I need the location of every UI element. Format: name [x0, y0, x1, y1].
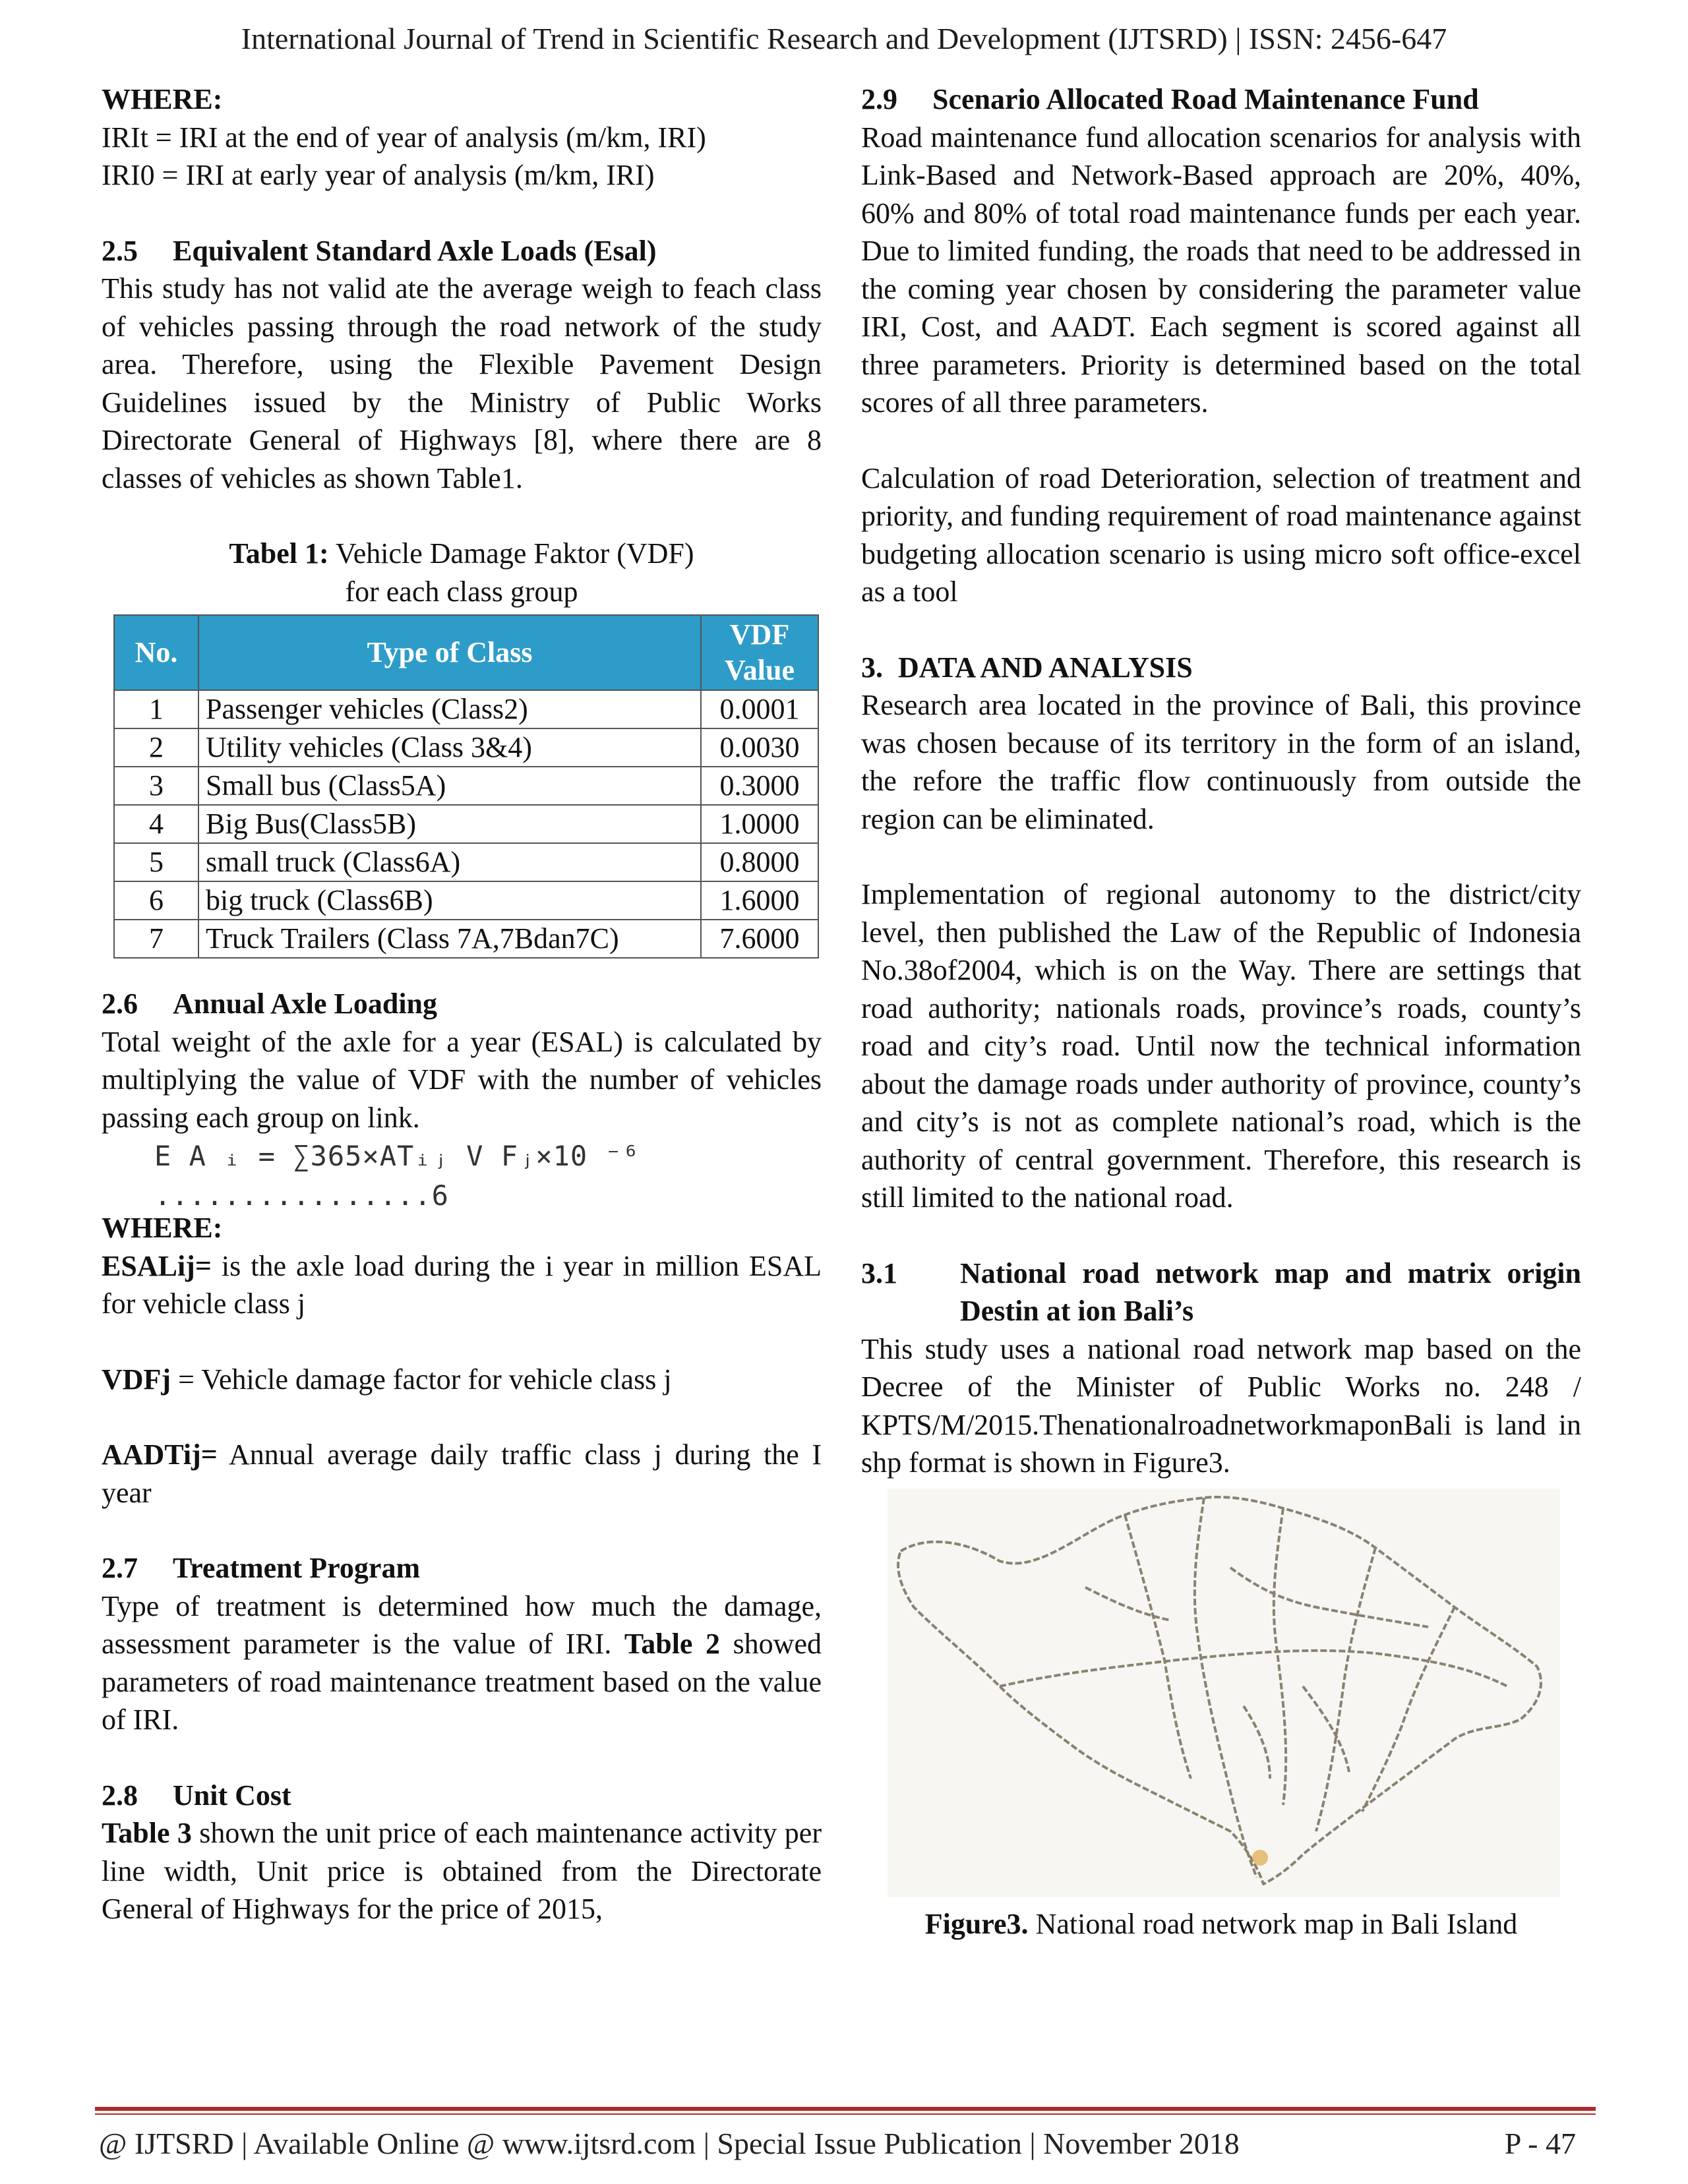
- road-line: [1362, 1607, 1455, 1812]
- section-2-5-heading: 2.5 Equivalent Standard Axle Loads (Esal): [102, 234, 657, 267]
- cell-vdf: 1.0000: [701, 805, 818, 843]
- road-line: [1244, 1706, 1270, 1779]
- section-3-heading: 3. DATA AND ANALYSIS: [861, 651, 1193, 684]
- cell-type: Big Bus(Class5B): [198, 805, 701, 843]
- cell-no: 5: [114, 843, 198, 881]
- section-2-8-heading: 2.8 Unit Cost: [102, 1779, 291, 1812]
- col-header-no: No.: [114, 615, 198, 690]
- section-2-6-text: Total weight of the axle for a year (ESAL) is calculated by multiplying the value of VDF with the number of vehicles passing each group on link.: [102, 1025, 822, 1134]
- section-2-7-heading: 2.7 Treatment Program: [102, 1552, 421, 1584]
- cell-vdf: 0.8000: [701, 843, 818, 881]
- calculation-text: Calculation of road Deterioration, selection of treatment and priority, and funding requirement of road maintenance against budgeting allocation scenario is using micro soft office-excel as a tool: [861, 461, 1581, 608]
- table-row: [114, 728, 818, 767]
- cell-type: big truck (Class6B): [198, 881, 701, 920]
- section-2-9-text: Road maintenance fund allocation scenarios for analysis with Link-Based and Network-Based approach are 20%, 40%, 60% and 80% of total road maintenance funds per each year. Due to limited funding, the roads that need to be addressed in the coming year chosen by considering the parameter value IRI, Cost, and AADT. Each segment is scored against all three parameters. Priority is determined based on the total scores of all three parameters.: [861, 121, 1581, 419]
- road-line: [1085, 1587, 1171, 1620]
- vdf-definition: VDFj = Vehicle damage factor for vehicle class j: [102, 1363, 672, 1396]
- road-line: [1230, 1568, 1428, 1627]
- where-label-2: WHERE:: [102, 1212, 223, 1244]
- section-2-8-text: Table 3 shown the unit price of each maintenance activity per line width, Unit price is obtained from the Directorate General of Highways for the price of 2015,: [102, 1817, 822, 1925]
- col-header-type: Type of Class: [198, 615, 701, 690]
- where-label: WHERE:: [102, 83, 223, 115]
- irit-definition: IRIt = IRI at the end of year of analysis (m/km, IRI): [102, 121, 706, 154]
- road-line: [1195, 1498, 1257, 1877]
- cell-vdf: 1.6000: [701, 881, 818, 920]
- section-2-7-text: Type of treatment is determined how much the damage, assessment parameter is the value of IRI. Table 2 showed parameters of road maintenance treatment based on the value of IRI.: [102, 1589, 822, 1736]
- road-network-map: [888, 1489, 1560, 1897]
- table-1-caption-line2: for each class group: [345, 575, 578, 608]
- table-row: [114, 767, 818, 805]
- cell-no: 4: [114, 805, 198, 843]
- section-3-1-text: This study uses a national road network map based on the Decree of the Minister of Public Works no. 248 / KPTS/M/2015.ThenationalroadnetworkmaponBali is land in shp format is shown in Figure3.: [861, 1332, 1581, 1479]
- road-line: [1274, 1508, 1286, 1805]
- table-row: [114, 843, 818, 881]
- section-3-1-heading: 3.1 National road network map and matrix origin Destin at ion Bali’s: [861, 1256, 1581, 1327]
- cell-no: 3: [114, 767, 198, 805]
- journal-header: International Journal of Trend in Scientific Research and Development (IJTSRD) | ISSN: 2456-647: [241, 22, 1447, 55]
- right-column: [861, 80, 1581, 1943]
- cell-no: 2: [114, 728, 198, 767]
- section-2-5-text: This study has not valid ate the average weigh to feach class of vehicles passing through the road network of the study area. Therefore, using the Flexible Pavement Design Guidelines issued by the Ministry of Public Works Directorate General of Highways [8], where there are 8 classes of vehicles as shown Table1.: [102, 272, 822, 494]
- road-line: [1000, 1650, 1507, 1686]
- cell-no: 1: [114, 690, 198, 728]
- cell-vdf: 0.3000: [701, 767, 818, 805]
- denpasar-cluster: [1252, 1850, 1268, 1866]
- table-1-caption: Tabel 1: Vehicle Damage Faktor (VDF): [229, 537, 694, 570]
- cell-type: Utility vehicles (Class 3&4): [198, 728, 701, 767]
- iri0-definition: IRI0 = IRI at early year of analysis (m/km, IRI): [102, 159, 655, 191]
- col-header-vdf: VDF Value: [701, 615, 818, 690]
- cell-type: Passenger vehicles (Class2): [198, 690, 701, 728]
- implementation-text: Implementation of regional autonomy to the district/city level, then published the Law of the Republic of Indonesia No.38of2004, which is on the Way. There are settings that road authority; nationals roads, province’s roads, county’s road and city’s road. Until now the technical information about the damage roads under authority of province, county’s and city’s is not as complete national’s road, which is the authority of central government. Therefore, this research is still limited to the national road.: [861, 878, 1581, 1214]
- page-number: P - 47: [1504, 2127, 1576, 2160]
- table-header-row: [114, 615, 818, 690]
- road-line: [1316, 1548, 1375, 1831]
- table-row: [114, 920, 818, 958]
- section-2-9-heading: 2.9 Scenario Allocated Road Maintenance Fund: [861, 83, 1479, 115]
- cell-vdf: 0.0001: [701, 690, 818, 728]
- footer-text: @ IJTSRD | Available Online @ www.ijtsrd.com | Special Issue Publication | November 2018: [99, 2127, 1240, 2160]
- cell-type: small truck (Class6A): [198, 843, 701, 881]
- figure-3-caption: Figure3. National road network map in Bali Island: [924, 1907, 1518, 1940]
- footer-rule-thin: [95, 2113, 1596, 2115]
- road-line: [1303, 1686, 1349, 1772]
- road-line: [1125, 1515, 1191, 1779]
- esal-definition: ESALij= is the axle load during the i year in million ESAL for vehicle class j: [102, 1249, 822, 1320]
- table-row: [114, 690, 818, 728]
- cell-vdf: 0.0030: [701, 728, 818, 767]
- esal-formula: E A ᵢ = ∑365×ATᵢⱼ V Fⱼ×10 ⁻⁶ ................6: [154, 1140, 640, 1212]
- section-2-6-heading: 2.6 Annual Axle Loading: [102, 988, 438, 1020]
- cell-type: Truck Trailers (Class 7A,7Bdan7C): [198, 920, 701, 958]
- island-outline-road: [898, 1496, 1541, 1883]
- aadt-definition: AADTij= Annual average daily traffic class j during the I year: [102, 1438, 822, 1509]
- cell-vdf: 7.6000: [701, 920, 818, 958]
- table-row: [114, 805, 818, 843]
- cell-type: Small bus (Class5A): [198, 767, 701, 805]
- section-3-text: Research area located in the province of Bali, this province was chosen because of its territory in the form of an island, the refore the traffic flow continuously from outside the region can be eliminated.: [861, 689, 1581, 835]
- page-footer: [99, 2124, 1576, 2164]
- cell-no: 7: [114, 920, 198, 958]
- table-row: [114, 881, 818, 920]
- cell-no: 6: [114, 881, 198, 920]
- bali-road-map-figure: [888, 1489, 1560, 1897]
- footer-rule: [95, 2107, 1596, 2111]
- vdf-table: [113, 614, 819, 959]
- left-column: [102, 80, 822, 1928]
